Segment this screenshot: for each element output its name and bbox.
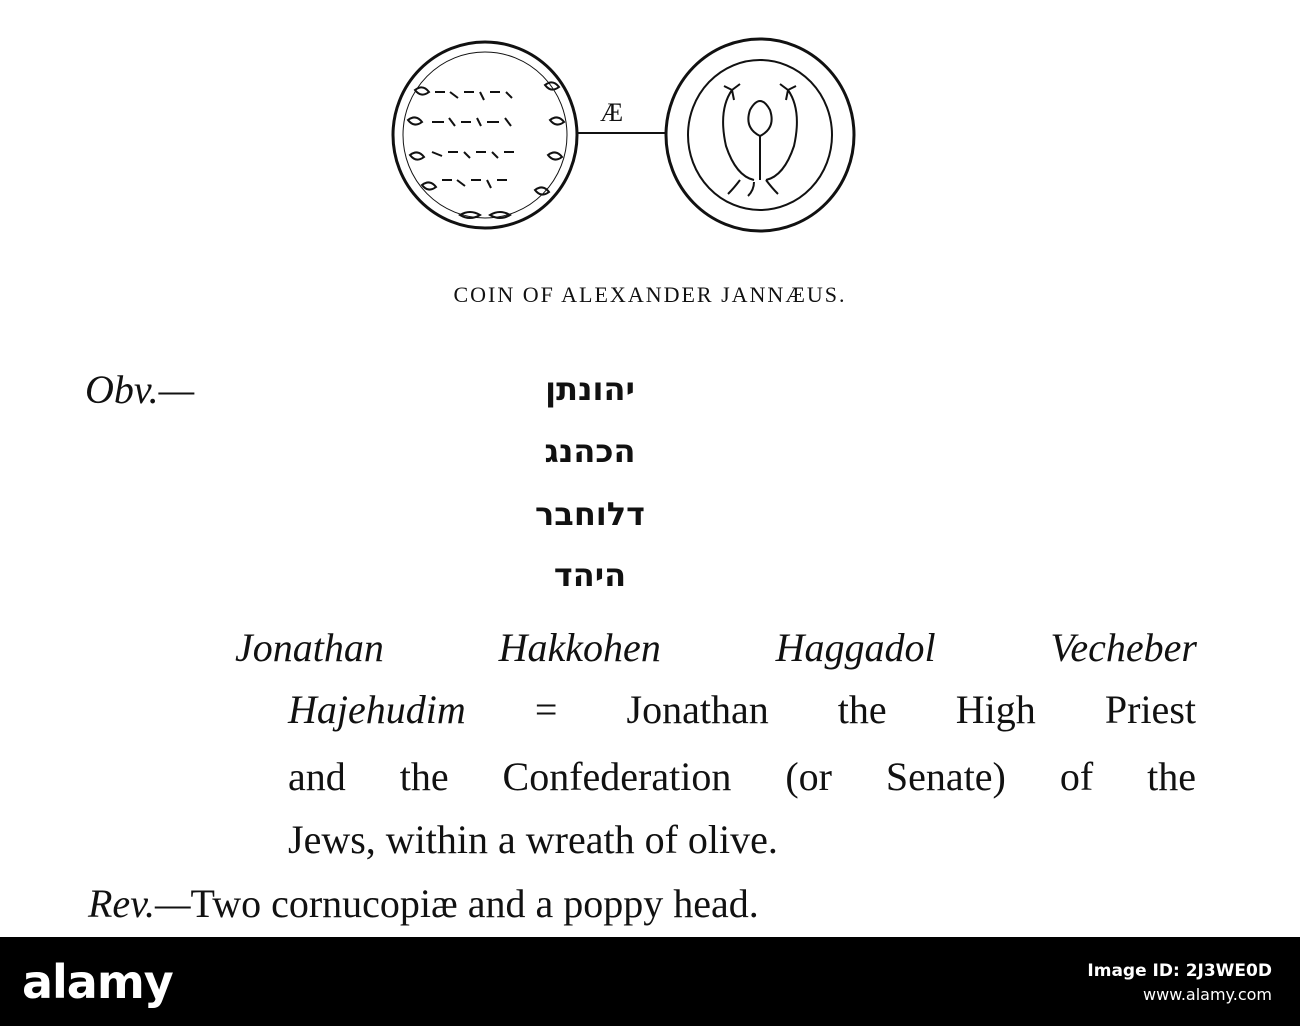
watermark-strip [0, 937, 1300, 1026]
image-id: Image ID: 2J3WE0D [1087, 961, 1272, 981]
translation-start: = Jonathan the High Priest [465, 687, 1196, 732]
translation-line-2: and the Confederation (or Senate) of the [288, 754, 1196, 799]
alamy-logo: alamy [22, 955, 173, 1009]
coin-illustration [380, 30, 860, 240]
obverse-label: Obv.— [85, 367, 195, 412]
reverse-description [88, 880, 759, 927]
reverse-coin-drawing [666, 39, 854, 231]
figure-caption: COIN OF ALEXANDER JANNÆUS. [453, 282, 847, 307]
transliteration-end: Hajehudim [288, 687, 466, 732]
image-meta [1087, 959, 1272, 1007]
hebrew-line-1: יהונתן [545, 370, 635, 408]
reverse-label: Rev.— [88, 881, 191, 926]
obverse-coin-drawing [393, 42, 577, 228]
hebrew-line-2: הכהנג [544, 432, 636, 470]
hebrew-line-3: דלוחבר [535, 495, 645, 533]
site-url: www.alamy.com [1143, 985, 1272, 1004]
translation-line-3: Jews, within a wreath of olive. [288, 817, 778, 862]
transliteration-line: Jonathan Hakkohen Haggadol Vecheber [235, 625, 1197, 670]
hebrew-line-4: היהד [553, 556, 627, 594]
metal-label: Æ [600, 98, 624, 127]
reverse-text: Two cornucopiæ and a poppy head. [190, 881, 759, 926]
translation-line-1 [288, 686, 1196, 733]
